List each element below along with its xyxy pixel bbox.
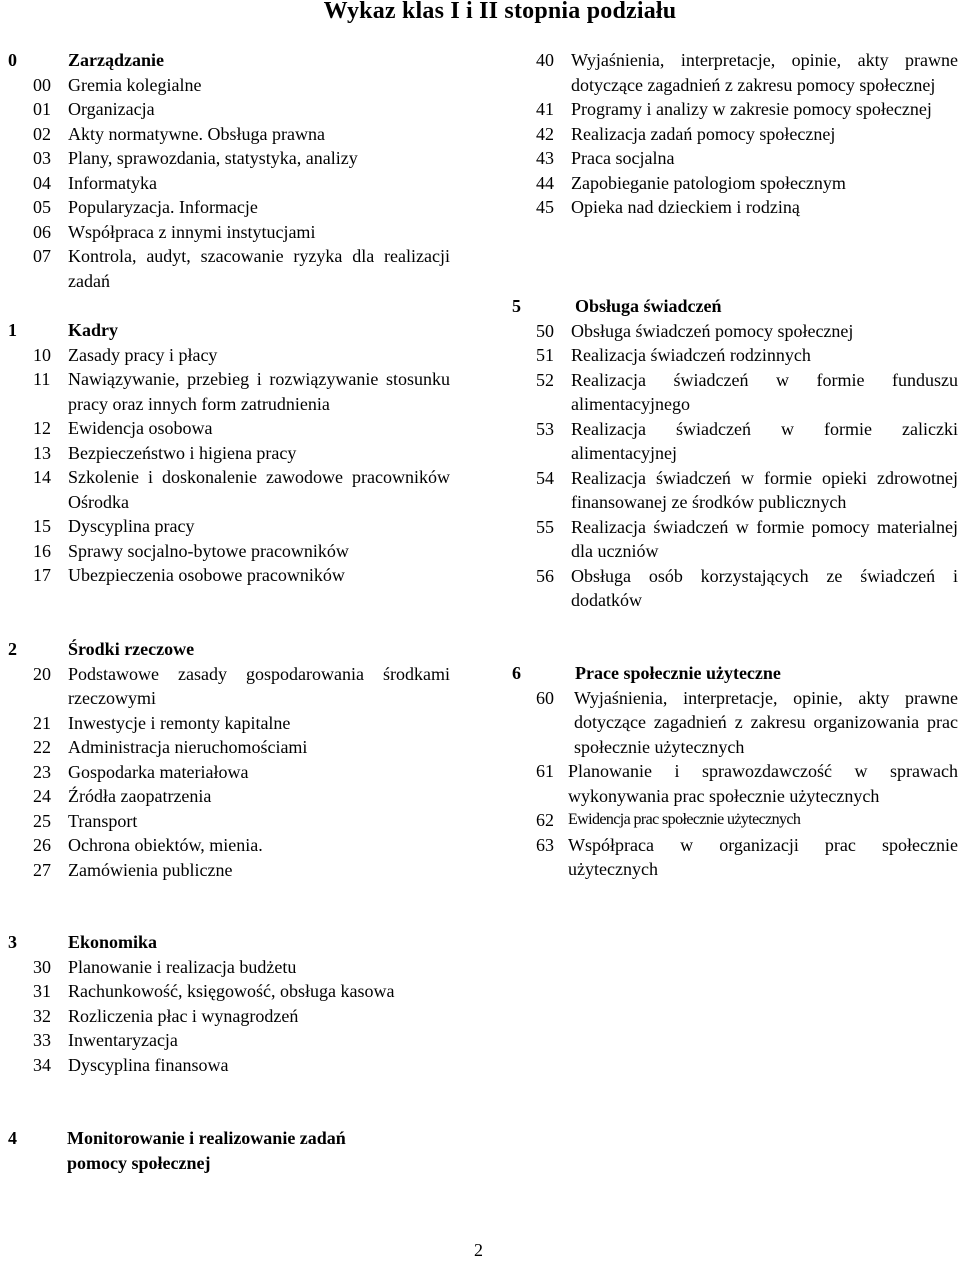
item-code: 00 xyxy=(33,74,51,95)
list-item xyxy=(8,760,450,785)
list-item xyxy=(8,122,450,147)
item-code: 45 xyxy=(536,197,554,217)
item-code: 27 xyxy=(33,859,51,880)
item-text: Wyjaśnienia, interpretacje, opinie, akty prawne dotyczące zagadnień z zakresu pomocy społecznej xyxy=(571,50,958,95)
list-item xyxy=(536,146,958,171)
item-text: Ewidencja osobowa xyxy=(68,418,213,438)
item-text: Wyjaśnienia, interpretacje, opinie, akty prawne dotyczące zagadnień z zakresu organizowania prac społecznie użytecznych xyxy=(574,687,958,757)
list-item xyxy=(536,368,958,417)
section-heading xyxy=(512,661,958,686)
item-code: 06 xyxy=(33,221,51,242)
list-item xyxy=(536,564,958,613)
item-code: 11 xyxy=(33,369,51,389)
list-item xyxy=(536,833,958,882)
item-text: Realizacja świadczeń rodzinnych xyxy=(571,345,811,365)
item-text: Inwestycje i remonty kapitalne xyxy=(68,712,291,733)
item-code: 02 xyxy=(33,123,51,144)
section-heading xyxy=(8,930,450,955)
list-item xyxy=(536,343,958,368)
list-item xyxy=(8,784,450,809)
item-code: 55 xyxy=(536,516,554,537)
list-item xyxy=(536,319,958,344)
item-text: Dyscyplina pracy xyxy=(68,516,195,536)
list-item xyxy=(536,97,958,122)
list-item xyxy=(8,735,450,760)
item-code: 52 xyxy=(536,369,554,390)
list-item xyxy=(8,441,450,466)
item-text: Transport xyxy=(68,810,138,831)
list-item xyxy=(8,858,450,883)
list-item xyxy=(536,759,958,808)
item-code: 31 xyxy=(33,981,51,1001)
item-text: Zamówienia publiczne xyxy=(68,859,233,880)
item-text: Praca socjalna xyxy=(571,148,675,168)
list-item xyxy=(8,1004,450,1029)
list-item xyxy=(536,808,958,833)
item-code: 54 xyxy=(536,467,554,488)
page-number: 2 xyxy=(474,1240,483,1260)
item-code: 12 xyxy=(33,418,51,438)
item-code: 13 xyxy=(33,442,51,463)
item-text: Administracja nieruchomościami xyxy=(68,737,308,757)
item-text: Programy i analizy w zakresie pomocy społecznej xyxy=(571,99,932,119)
section-3 xyxy=(8,930,450,1077)
list-item xyxy=(8,1053,450,1078)
list-item xyxy=(8,1028,450,1053)
item-code: 30 xyxy=(33,956,51,977)
section-heading xyxy=(8,48,450,73)
item-code: 07 xyxy=(33,246,51,266)
item-code: 41 xyxy=(536,99,554,119)
item-text: Szkolenie i doskonalenie zawodowe pracowników Ośrodka xyxy=(68,467,450,512)
item-code: 34 xyxy=(33,1054,51,1075)
item-code: 44 xyxy=(536,172,554,193)
item-code: 61 xyxy=(536,761,554,781)
item-text: Plany, sprawozdania, statystyka, analizy xyxy=(68,148,358,168)
item-text: Dyscyplina finansowa xyxy=(68,1054,229,1075)
section-number: 5 xyxy=(512,296,521,316)
item-code: 51 xyxy=(536,345,554,365)
section-6 xyxy=(512,661,958,882)
section-title: Ekonomika xyxy=(68,932,158,952)
section-number: 2 xyxy=(8,639,17,659)
item-code: 26 xyxy=(33,835,51,855)
section-title: Zarządzanie xyxy=(68,50,164,70)
list-item xyxy=(536,48,958,97)
item-text: Realizacja świadczeń w formie opieki zdrowotnej finansowanej ze środków publicznych xyxy=(571,467,958,512)
section-5 xyxy=(512,294,958,613)
item-text: Realizacja świadczeń w formie zaliczki alimentacyjnej xyxy=(571,418,958,463)
section-title: Kadry xyxy=(68,320,119,340)
item-code: 20 xyxy=(33,663,51,684)
list-item xyxy=(8,563,450,588)
item-text: Informatyka xyxy=(68,172,157,193)
item-text: Gremia kolegialne xyxy=(68,74,202,95)
section-heading xyxy=(8,318,450,343)
item-text: Podstawowe zasady gospodarowania środkami rzeczowymi xyxy=(68,663,450,708)
list-item xyxy=(536,195,958,220)
list-item xyxy=(536,417,958,466)
item-code: 32 xyxy=(33,1005,51,1026)
item-text: Kontrola, audyt, szacowanie ryzyka dla realizacji zadań xyxy=(68,246,450,291)
section-heading xyxy=(8,1126,428,1175)
list-item xyxy=(8,662,450,711)
item-text: Akty normatywne. Obsługa prawna xyxy=(68,123,325,144)
item-code: 40 xyxy=(536,50,554,70)
item-code: 17 xyxy=(33,565,51,585)
list-item xyxy=(8,979,450,1004)
list-item xyxy=(536,686,958,760)
section-number: 0 xyxy=(8,50,17,70)
item-text: Opieka nad dzieckiem i rodziną xyxy=(571,197,800,217)
item-code: 04 xyxy=(33,172,51,193)
list-item xyxy=(8,343,450,368)
section-number: 4 xyxy=(8,1128,17,1148)
section-4 xyxy=(8,1126,428,1175)
item-text: Planowanie i realizacja budżetu xyxy=(68,956,297,977)
list-item xyxy=(8,171,450,196)
item-code: 25 xyxy=(33,810,51,831)
list-item xyxy=(8,220,450,245)
item-code: 56 xyxy=(536,565,554,586)
list-item xyxy=(8,833,450,858)
section-title: Środki rzeczowe xyxy=(68,639,195,659)
item-text: Planowanie i sprawozdawczość w sprawach wykonywania prac społecznie użytecznych xyxy=(568,761,958,806)
item-code: 53 xyxy=(536,418,554,439)
section-0 xyxy=(8,48,450,293)
section-4-continued xyxy=(536,48,958,220)
page-title: Wykaz klas I i II stopnia podziału xyxy=(323,0,677,24)
item-text: Obsługa osób korzystających ze świadczeń i dodatków xyxy=(571,565,958,610)
item-code: 43 xyxy=(536,148,554,168)
item-text: Gospodarka materiałowa xyxy=(68,761,249,782)
list-item xyxy=(536,171,958,196)
item-text: Sprawy socjalno-bytowe pracowników xyxy=(68,540,349,561)
list-item xyxy=(8,809,450,834)
item-text: Organizacja xyxy=(68,99,155,119)
item-code: 22 xyxy=(33,737,51,757)
section-heading xyxy=(512,294,958,319)
item-code: 50 xyxy=(536,320,554,341)
list-item xyxy=(8,416,450,441)
item-code: 62 xyxy=(536,810,554,830)
item-text: Obsługa świadczeń pomocy społecznej xyxy=(571,320,854,341)
item-code: 42 xyxy=(536,123,554,144)
list-item xyxy=(8,711,450,736)
item-text: Współpraca w organizacji prac społecznie użytecznych xyxy=(568,834,958,879)
list-item xyxy=(8,367,450,416)
item-code: 21 xyxy=(33,712,51,733)
item-text: Inwentaryzacja xyxy=(68,1030,178,1050)
list-item xyxy=(8,97,450,122)
item-code: 60 xyxy=(536,687,554,708)
list-item xyxy=(536,122,958,147)
item-text: Ewidencja prac społecznie użytecznych xyxy=(568,811,801,828)
section-title: Prace społecznie użyteczne xyxy=(575,663,781,683)
item-text: Ubezpieczenia osobowe pracowników xyxy=(68,565,345,585)
item-text: Bezpieczeństwo i higiena pracy xyxy=(68,442,297,463)
item-text: Ochrona obiektów, mienia. xyxy=(68,835,263,855)
list-item xyxy=(8,465,450,514)
section-1 xyxy=(8,318,450,588)
item-text: Realizacja świadczeń w formie funduszu alimentacyjnego xyxy=(571,369,958,414)
section-number: 6 xyxy=(512,663,521,683)
list-item xyxy=(536,466,958,515)
item-text: Realizacja zadań pomocy społecznej xyxy=(571,123,836,144)
item-code: 23 xyxy=(33,761,51,782)
list-item xyxy=(8,73,450,98)
item-code: 33 xyxy=(33,1030,51,1050)
item-code: 24 xyxy=(33,786,51,806)
item-text: Rachunkowość, księgowość, obsługa kasowa xyxy=(68,981,395,1001)
item-code: 16 xyxy=(33,540,51,561)
item-code: 05 xyxy=(33,197,51,217)
list-item xyxy=(8,195,450,220)
item-text: Rozliczenia płac i wynagrodzeń xyxy=(68,1005,299,1026)
section-heading xyxy=(8,637,450,662)
list-item xyxy=(8,955,450,980)
list-item xyxy=(536,515,958,564)
section-title: Monitorowanie i realizowanie zadań pomocy społecznej xyxy=(67,1128,346,1173)
item-code: 14 xyxy=(33,467,51,487)
section-title: Obsługa świadczeń xyxy=(575,296,722,316)
list-item xyxy=(8,146,450,171)
item-text: Zapobieganie patologiom społecznym xyxy=(571,172,846,193)
item-text: Współpraca z innymi instytucjami xyxy=(68,221,316,242)
item-text: Źródła zaopatrzenia xyxy=(68,786,212,806)
item-text: Popularyzacja. Informacje xyxy=(68,197,258,217)
section-number: 1 xyxy=(8,320,17,340)
list-item xyxy=(8,244,450,293)
section-2 xyxy=(8,637,450,882)
item-code: 03 xyxy=(33,148,51,168)
item-text: Realizacja świadczeń w formie pomocy materialnej dla uczniów xyxy=(571,516,958,561)
item-code: 01 xyxy=(33,99,51,119)
item-text: Zasady pracy i płacy xyxy=(68,344,218,365)
item-text: Nawiązywanie, przebieg i rozwiązywanie stosunku pracy oraz innych form zatrudnienia xyxy=(68,369,450,414)
item-code: 15 xyxy=(33,516,51,536)
section-number: 3 xyxy=(8,932,17,952)
item-code: 63 xyxy=(536,834,554,855)
item-code: 10 xyxy=(33,344,51,365)
list-item xyxy=(8,514,450,539)
list-item xyxy=(8,539,450,564)
